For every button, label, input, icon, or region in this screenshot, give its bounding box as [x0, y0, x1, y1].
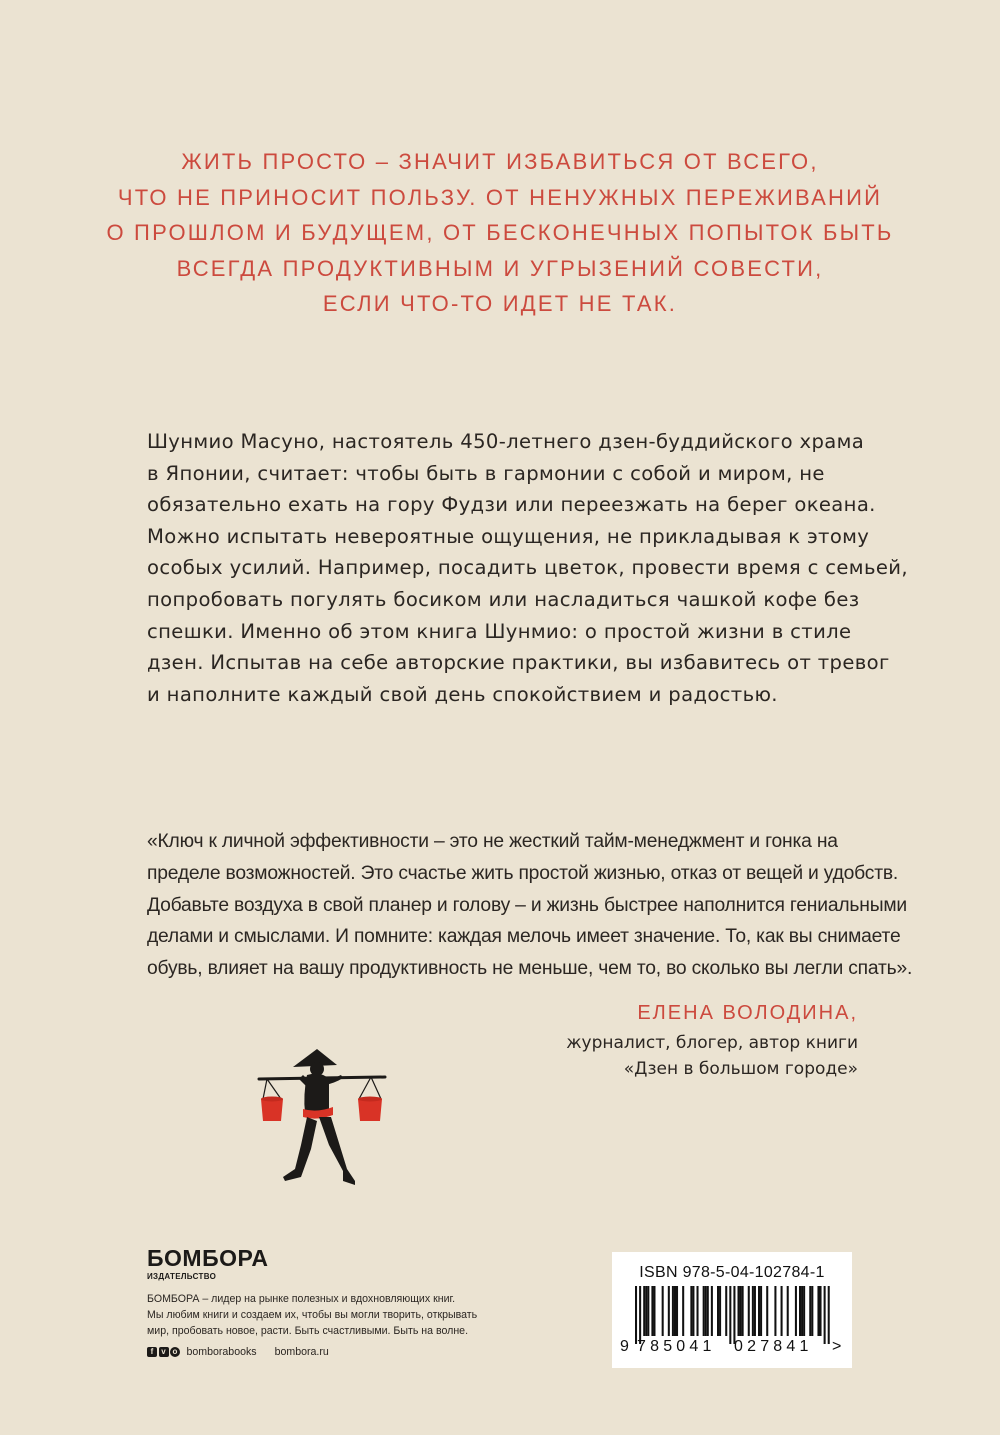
social-handle: bomborabooks	[186, 1346, 257, 1358]
barcode-bar	[692, 1286, 694, 1336]
barcode-bar	[717, 1286, 719, 1336]
barcode-bar	[752, 1286, 754, 1336]
barcode-first-digit: 9	[620, 1338, 629, 1355]
barcode-bar	[707, 1286, 709, 1336]
publisher-block	[147, 1246, 567, 1358]
barcode-bar	[781, 1286, 783, 1336]
barcode-bar	[651, 1286, 653, 1336]
barcode-bar	[801, 1286, 803, 1336]
barcode-bar	[748, 1286, 750, 1336]
barcode-bar	[662, 1286, 664, 1336]
description-line: спешки. Именно об этом книга Шунмио: о простой жизни в стиле	[147, 619, 852, 643]
water-carrier-illustration	[255, 1045, 390, 1195]
barcode-bar	[643, 1286, 645, 1336]
publisher-text-line: мир, пробовать новое, расти. Быть счастливыми. Быть на волне.	[147, 1325, 469, 1337]
isbn-barcode-box	[612, 1252, 852, 1368]
barcode-bar	[719, 1286, 721, 1336]
publisher-text-line: БОМБОРА – лидер на рынке полезных и вдохновляющих книг.	[147, 1293, 456, 1305]
barcode-bar	[672, 1286, 674, 1336]
publisher-subtitle: ИЗДАТЕЛЬСТВО	[147, 1272, 217, 1281]
barcode-bar	[817, 1286, 819, 1336]
barcode-bar	[639, 1286, 641, 1344]
description-line: и наполните каждый свой день спокойствием и радостью.	[147, 682, 778, 706]
barcode-right-digits: 027841	[734, 1338, 813, 1355]
description-line: особых усилий. Например, посадить цветок, провести время с семьей,	[147, 556, 908, 580]
barcode-bar	[733, 1286, 735, 1344]
barcode-bar	[754, 1286, 756, 1336]
publisher-logo: БОМБОРА	[147, 1245, 269, 1271]
testimonial-quote	[147, 826, 913, 985]
barcode-bar	[758, 1286, 760, 1336]
vk-icon: v	[159, 1347, 169, 1357]
barcode-bar	[690, 1286, 692, 1336]
headline-line: ЖИТЬ ПРОСТО – ЗНАЧИТ ИЗБАВИТЬСЯ ОТ ВСЕГО,	[181, 149, 819, 174]
headline-line: О ПРОШЛОМ И БУДУЩЕМ, ОТ БЕСКОНЕЧНЫХ ПОПЫТОК БЫТЬ	[106, 220, 894, 245]
barcode-bar	[729, 1286, 731, 1344]
barcode-bar	[803, 1286, 805, 1336]
headline-line: ВСЕГДА ПРОДУКТИВНЫМ И УГРЫЗЕНИЙ СОВЕСТИ,	[176, 255, 824, 281]
barcode-bar	[774, 1286, 776, 1336]
publisher-website: bombora.ru	[274, 1346, 329, 1358]
barcode-arrow: >	[832, 1338, 842, 1355]
quote-author-name: ЕЛЕНА ВОЛОДИНА,	[637, 1002, 858, 1024]
quote-author-role	[566, 1030, 858, 1082]
barcode-bar	[653, 1286, 655, 1336]
headline	[60, 144, 940, 322]
barcode-bar	[682, 1286, 684, 1336]
quote-line: обувь, влияет на вашу продуктивность не меньше, чем то, во сколько вы легли спать».	[147, 958, 913, 980]
description-line: в Японии, считает: чтобы быть в гармонии с собой и миром, не	[147, 461, 825, 485]
description-line: Шунмио Масуно, настоятель 450-летнего дзен-буддийского храма	[147, 430, 865, 453]
barcode-bar	[742, 1286, 744, 1336]
quote-line: пределе возможностей. Это счастье жить простой жизнью, отказ от вещей и удобств.	[147, 862, 899, 884]
description-line: Можно испытать невероятные ощущения, не прикладывая к этому	[147, 524, 870, 548]
barcode-bar	[668, 1286, 670, 1336]
quote-line: «Ключ к личной эффективности – это не жесткий тайм-менеджмент и гонка на	[147, 831, 838, 852]
barcode-bar	[828, 1286, 830, 1344]
barcode-bar	[799, 1286, 801, 1336]
publisher-text-line: Мы любим книги и создаем их, чтобы вы могли творить, открывать	[147, 1309, 478, 1321]
barcode-bar	[795, 1286, 797, 1336]
barcode-bar	[766, 1286, 768, 1336]
publisher-description	[147, 1291, 567, 1339]
barcode-bar	[705, 1286, 707, 1336]
quote-line: Добавьте воздуха в свой планер и голову – и жизнь быстрее наполнится гениальными	[147, 894, 907, 916]
description-line: обязательно ехать на гору Фудзи или переезжать на берег океана.	[147, 493, 876, 517]
quote-line: делами и смыслами. И помните: каждая мелочь имеет значение. То, как вы снимаете	[147, 926, 901, 948]
barcode-bar	[711, 1286, 713, 1336]
barcode-bar	[740, 1286, 742, 1336]
barcode-bar	[824, 1286, 826, 1344]
description	[147, 426, 908, 710]
author-role-line: «Дзен в большом городе»	[623, 1059, 858, 1079]
barcode-bar	[787, 1286, 789, 1336]
barcode-bar	[811, 1286, 813, 1336]
barcode-bar	[645, 1286, 647, 1336]
barcode-bar	[738, 1286, 740, 1336]
barcode-bar	[676, 1286, 678, 1336]
author-role-line: журналист, блогер, автор книги	[566, 1033, 858, 1053]
description-line: дзен. Испытав на себе авторские практики, вы избавитесь от тревог	[147, 651, 890, 675]
barcode-bar	[674, 1286, 676, 1336]
instagram-icon: o	[170, 1347, 180, 1357]
barcode-bar	[697, 1286, 699, 1336]
barcode-bar	[703, 1286, 705, 1336]
isbn-label: ISBN 978-5-04-102784-1	[639, 1264, 825, 1281]
barcode-left-digits: 785041	[637, 1338, 716, 1355]
headline-line: ЕСЛИ ЧТО-ТО ИДЕТ НЕ ТАК.	[322, 291, 678, 316]
barcode-bar	[647, 1286, 649, 1336]
facebook-icon: f	[147, 1347, 157, 1357]
publisher-social	[147, 1346, 567, 1358]
barcode-bar	[635, 1286, 637, 1344]
barcode-bar	[809, 1286, 811, 1336]
barcode-bar	[820, 1286, 822, 1336]
barcode-bar	[760, 1286, 762, 1336]
headline-line: ЧТО НЕ ПРИНОСИТ ПОЛЬЗУ. ОТ НЕНУЖНЫХ ПЕРЕЖИВАНИЙ	[117, 184, 883, 210]
description-line: попробовать погулять босиком или насладиться чашкой кофе без	[147, 587, 860, 611]
barcode-bar	[725, 1286, 727, 1336]
